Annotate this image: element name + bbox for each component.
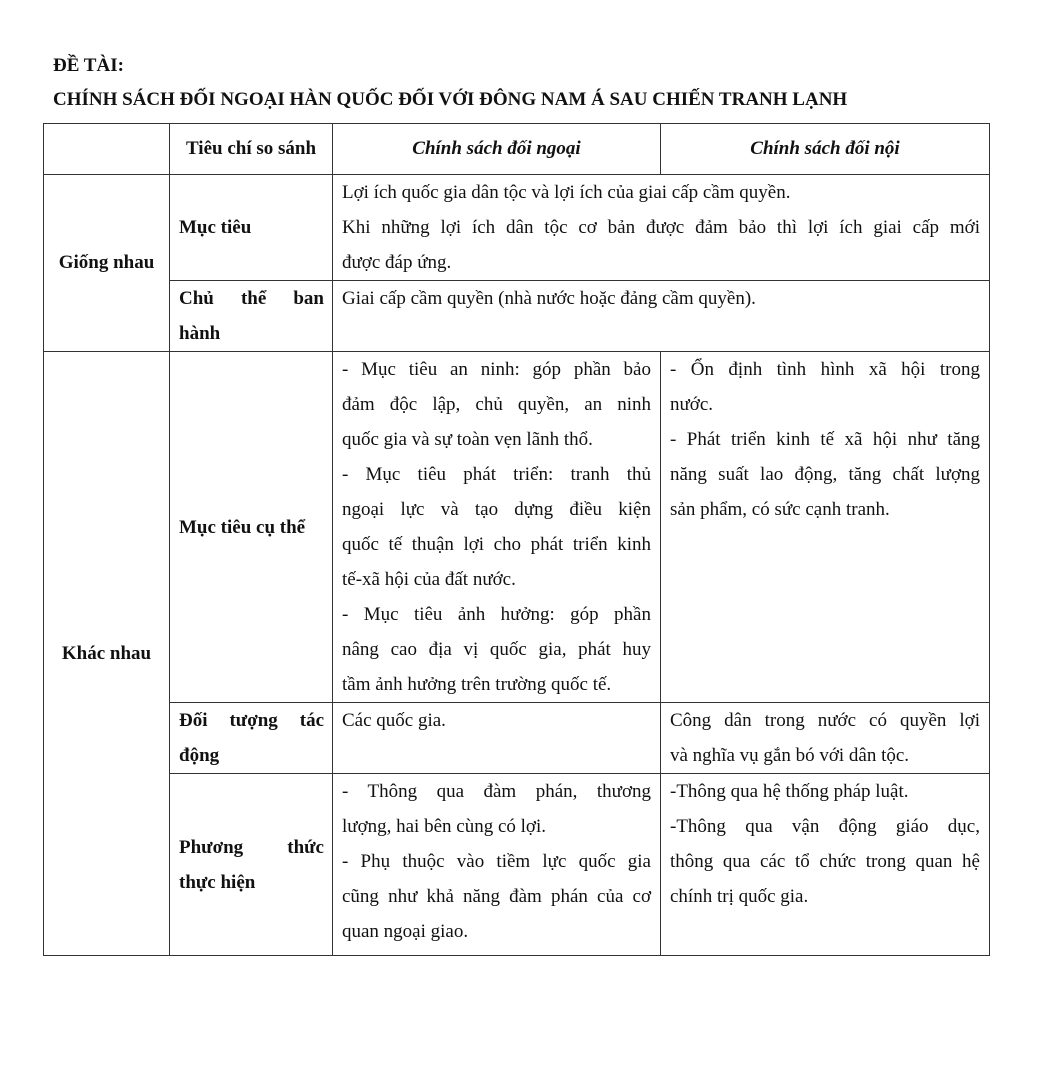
foreign-method-line: cũng như khả năng đàm phán của cơ [342,886,651,907]
criteria-goal [170,175,333,281]
foreign-goal-line: - Mục tiêu an ninh: góp phần bảo [342,359,651,380]
row-similar-issuer [44,281,990,352]
domestic-goal-line: - Ổn định tình hình xã hội trong [670,359,980,380]
criteria-target [170,703,333,774]
shared-goal-line: Khi những lợi ích dân tộc cơ bản được đảm bảo thì lợi ích giai cấp mới [342,217,980,238]
foreign-goal-line: - Mục tiêu phát triển: tranh thủ [342,464,651,485]
domestic-method-line: -Thông qua hệ thống pháp luật. [670,781,909,802]
shared-goal-line: Lợi ích quốc gia dân tộc và lợi ích của giai cấp cầm quyền. [342,182,791,203]
criteria-issuer-line: Chủ thể ban [179,288,324,309]
domestic-target-line: và nghĩa vụ gắn bó với dân tộc. [670,745,910,766]
criteria-goal-label: Mục tiêu [179,217,252,238]
comparison-table [43,123,990,956]
domestic-method-line: thông qua các tổ chức trong quan hệ [670,851,980,872]
domestic-method-line: -Thông qua vận động giáo dục, [670,816,980,837]
group-differences: Khác nhau [44,352,170,956]
row-similar-goal [44,175,990,281]
criteria-issuer-line: hành [179,323,221,344]
foreign-goal-line: ngoại lực và tạo dựng điều kiện [342,499,651,520]
foreign-method-line: - Thông qua đàm phán, thương [342,781,651,802]
criteria-specific-goals [170,352,333,703]
foreign-method-line: lượng, hai bên cùng có lợi. [342,816,546,837]
header-row [44,124,990,175]
domestic-specific-goals [661,352,990,703]
foreign-goal-line: đảm độc lập, chủ quyền, an ninh [342,394,651,415]
header-domestic-policy: Chính sách đối nội [661,124,990,175]
foreign-method-line: quan ngoại giao. [342,921,469,942]
domestic-method-line: chính trị quốc gia. [670,886,809,907]
shared-issuer-text [333,281,990,352]
foreign-goal-line: quốc gia và sự toàn vẹn lãnh thổ. [342,429,593,450]
criteria-target-line: động [179,745,220,766]
foreign-goal-line: quốc tế thuận lợi cho phát triển kinh [342,534,651,555]
criteria-method [170,774,333,956]
domestic-method [661,774,990,956]
group-similarities: Giống nhau [44,175,170,352]
empty-header-cell [44,124,170,175]
foreign-target [333,703,661,774]
domestic-goal-line: - Phát triển kinh tế xã hội như tăng [670,429,980,450]
topic-label: ĐỀ TÀI: [53,55,124,76]
criteria-issuer [170,281,333,352]
domestic-target-line: Công dân trong nước có quyền lợi [670,710,980,731]
foreign-goal-line: nâng cao địa vị quốc gia, phát huy [342,639,651,660]
header-foreign-policy: Chính sách đối ngoại [333,124,661,175]
row-method [44,774,990,956]
shared-issuer-line: Giai cấp cầm quyền (nhà nước hoặc đảng cầm quyền). [342,288,756,309]
domestic-goal-line: sản phẩm, có sức cạnh tranh. [670,499,890,520]
foreign-specific-goals [333,352,661,703]
topic-title: CHÍNH SÁCH ĐỐI NGOẠI HÀN QUỐC ĐỐI VỚI ĐÔNG NAM Á SAU CHIẾN TRANH LẠNH [53,89,848,110]
foreign-goal-line: - Mục tiêu ảnh hưởng: góp phần [342,604,651,625]
foreign-goal-line: tế-xã hội của đất nước. [342,569,516,590]
foreign-method-line: - Phụ thuộc vào tiềm lực quốc gia [342,851,651,872]
criteria-method-line: Phương thức [179,836,324,858]
shared-goal-line: được đáp ứng. [342,252,452,273]
criteria-target-line: Đối tượng tác [179,710,324,731]
domestic-goal-line: nước. [670,394,714,415]
domestic-goal-line: năng suất lao động, tăng chất lượng [670,464,980,485]
foreign-goal-line: tầm ảnh hưởng trên trường quốc tế. [342,674,612,695]
foreign-target-line: Các quốc gia. [342,710,446,731]
shared-goal-text [333,175,990,281]
row-specific-goals [44,352,990,703]
row-target [44,703,990,774]
criteria-specific-goals-label: Mục tiêu cụ thể [179,516,306,538]
foreign-method [333,774,661,956]
domestic-target [661,703,990,774]
header-criteria: Tiêu chí so sánh [170,124,333,175]
criteria-method-line: thực hiện [179,871,256,893]
